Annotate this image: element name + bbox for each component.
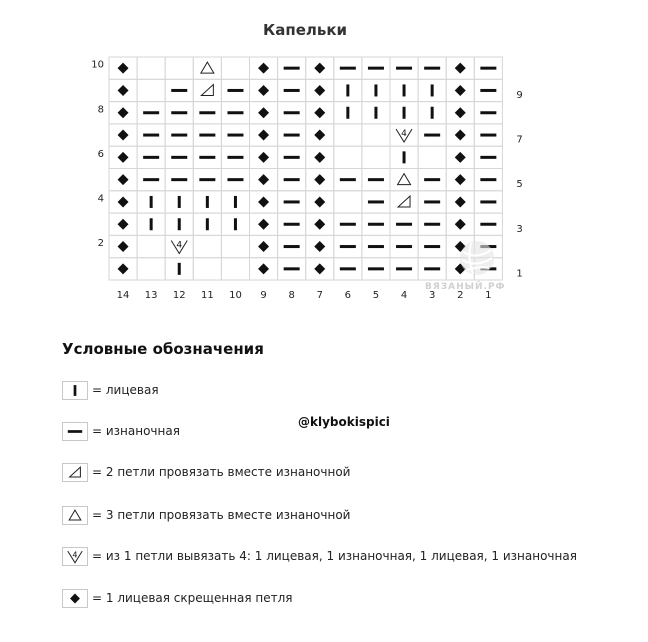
row-label-left: 2: [97, 238, 104, 250]
knit-symbol: [137, 191, 165, 213]
row-label-right: 1: [516, 268, 523, 280]
knit-symbol: [390, 146, 418, 168]
increase-4-symbol-icon: [63, 548, 87, 565]
purl-symbol: [193, 169, 221, 191]
purl-symbol: [278, 57, 306, 79]
legend-text: = 2 петли провязать вместе изнаночной: [92, 465, 351, 479]
column-label: 6: [344, 290, 352, 301]
empty-cell: [418, 146, 446, 168]
empty-cell: [137, 235, 165, 257]
legend-symbol-box: [62, 422, 88, 441]
twisted-knit-symbol: [250, 258, 278, 280]
purl-symbol: [165, 169, 193, 191]
knit-symbol: [165, 213, 193, 235]
p3tog-symbol: [390, 169, 418, 191]
twisted-knit-symbol: [109, 124, 137, 146]
knit-symbol: [193, 191, 221, 213]
twisted-knit-symbol: [109, 146, 137, 168]
purl-symbol: [362, 169, 390, 191]
purl-symbol: [221, 79, 249, 101]
row-label-left: 4: [97, 193, 104, 205]
legend-text: = изнаночная: [92, 424, 180, 438]
purl-symbol: [362, 57, 390, 79]
twisted-knit-symbol: [306, 146, 334, 168]
knit-symbol: [221, 191, 249, 213]
svg-text:4: 4: [401, 129, 407, 140]
empty-cell: [193, 235, 221, 257]
purl-symbol: [137, 102, 165, 124]
purl-symbol: [334, 213, 362, 235]
twisted-knit-symbol: [109, 79, 137, 101]
p2tog-symbol: [390, 191, 418, 213]
twisted-knit-symbol: [446, 102, 474, 124]
column-label: 1: [485, 290, 492, 301]
legend-text: = 3 петли провязать вместе изнаночной: [92, 508, 351, 522]
twisted-knit-symbol: [446, 79, 474, 101]
chart-title: Капельки: [262, 21, 348, 39]
twisted-knit-symbol: [109, 57, 137, 79]
twisted-knit-symbol: [109, 102, 137, 124]
purl-symbol: [278, 191, 306, 213]
knit-symbol-icon: [63, 382, 87, 399]
p3tog-symbol-icon: [63, 507, 87, 524]
knit-symbol: [418, 102, 446, 124]
purl-symbol: [418, 191, 446, 213]
row-label-left: 6: [97, 148, 104, 160]
empty-cell: [137, 57, 165, 79]
purl-symbol: [278, 102, 306, 124]
knit-symbol: [390, 102, 418, 124]
increase-4-symbol: [165, 235, 193, 257]
purl-symbol: [165, 79, 193, 101]
row-label-left: 10: [91, 59, 104, 71]
knit-symbol: [334, 102, 362, 124]
legend-item: [62, 505, 350, 525]
purl-symbol: [278, 169, 306, 191]
purl-symbol: [474, 124, 502, 146]
svg-text:4: 4: [176, 240, 183, 251]
twisted-knit-symbol: [306, 102, 334, 124]
twisted-knit-symbol: [306, 124, 334, 146]
purl-symbol: [390, 258, 418, 280]
row-label-right: 7: [516, 134, 523, 146]
empty-cell: [221, 258, 249, 280]
knit-symbol: [165, 258, 193, 280]
purl-symbol: [334, 169, 362, 191]
twisted-knit-symbol: [306, 235, 334, 257]
purl-symbol: [221, 124, 249, 146]
twisted-knit-symbol: [250, 124, 278, 146]
watermark-text: ВЯЗАНЫЙ.РФ: [425, 282, 506, 292]
twisted-knit-symbol: [306, 191, 334, 213]
purl-symbol: [278, 79, 306, 101]
purl-symbol: [474, 191, 502, 213]
purl-symbol: [474, 146, 502, 168]
twisted-knit-symbol: [446, 191, 474, 213]
purl-symbol: [193, 124, 221, 146]
column-label: 3: [428, 290, 436, 301]
twisted-knit-symbol: [446, 146, 474, 168]
purl-symbol: [474, 102, 502, 124]
purl-symbol: [390, 213, 418, 235]
purl-symbol: [362, 191, 390, 213]
purl-symbol: [418, 124, 446, 146]
legend-symbol-box: [62, 589, 88, 608]
twisted-knit-symbol: [446, 169, 474, 191]
purl-symbol: [193, 102, 221, 124]
p2tog-symbol-icon: [63, 464, 87, 481]
purl-symbol: [418, 213, 446, 235]
twisted-knit-symbol: [250, 169, 278, 191]
knit-symbol: [418, 79, 446, 101]
knitting-chart: [0, 0, 648, 310]
legend-symbol-box: [62, 547, 88, 566]
twisted-knit-symbol: [109, 258, 137, 280]
empty-cell: [137, 79, 165, 101]
column-label: 13: [144, 290, 158, 301]
p3tog-symbol: [193, 57, 221, 79]
empty-cell: [137, 258, 165, 280]
knit-symbol: [390, 79, 418, 101]
row-label-left: 8: [97, 104, 104, 116]
purl-symbol: [137, 124, 165, 146]
legend-symbol-box: [62, 506, 88, 525]
purl-symbol: [418, 258, 446, 280]
row-label-right: 3: [516, 223, 523, 235]
empty-cell: [334, 191, 362, 213]
empty-cell: [165, 57, 193, 79]
knit-symbol: [362, 79, 390, 101]
twisted-knit-symbol: [306, 213, 334, 235]
purl-symbol: [334, 235, 362, 257]
column-label: 10: [229, 290, 242, 301]
column-label: 2: [457, 290, 464, 301]
yarn-ball-watermark-icon: [457, 238, 497, 278]
empty-cell: [362, 146, 390, 168]
twisted-knit-symbol-icon: [63, 590, 87, 607]
knit-symbol: [362, 102, 390, 124]
purl-symbol: [362, 235, 390, 257]
column-label: 5: [372, 290, 380, 301]
purl-symbol: [334, 57, 362, 79]
author-handle: @klybokispici: [298, 415, 390, 429]
twisted-knit-symbol: [250, 191, 278, 213]
twisted-knit-symbol: [109, 235, 137, 257]
twisted-knit-symbol: [446, 213, 474, 235]
purl-symbol: [278, 235, 306, 257]
purl-symbol: [418, 169, 446, 191]
purl-symbol: [278, 213, 306, 235]
knit-symbol: [165, 191, 193, 213]
empty-cell: [334, 124, 362, 146]
knit-symbol: [334, 79, 362, 101]
purl-symbol: [334, 258, 362, 280]
purl-symbol: [362, 213, 390, 235]
purl-symbol: [165, 102, 193, 124]
svg-text:4: 4: [72, 548, 78, 559]
twisted-knit-symbol: [109, 169, 137, 191]
purl-symbol: [165, 124, 193, 146]
column-label: 7: [316, 290, 323, 301]
purl-symbol: [165, 146, 193, 168]
twisted-knit-symbol: [250, 79, 278, 101]
column-label: 8: [288, 290, 295, 301]
purl-symbol: [362, 258, 390, 280]
increase-4-symbol: [390, 124, 418, 146]
purl-symbol: [474, 79, 502, 101]
purl-symbol: [474, 57, 502, 79]
knit-symbol: [137, 213, 165, 235]
legend-title: Условные обозначения: [62, 340, 264, 358]
twisted-knit-symbol: [250, 102, 278, 124]
legend-symbol-box: [62, 381, 88, 400]
twisted-knit-symbol: [250, 235, 278, 257]
column-label: 12: [172, 290, 186, 301]
purl-symbol: [418, 57, 446, 79]
purl-symbol: [278, 146, 306, 168]
twisted-knit-symbol: [250, 57, 278, 79]
p2tog-symbol: [193, 79, 221, 101]
legend-item: [62, 588, 293, 608]
chart-cells: [109, 57, 502, 280]
purl-symbol-icon: [63, 423, 87, 440]
row-label-right: 9: [516, 89, 523, 101]
purl-symbol: [221, 146, 249, 168]
purl-symbol: [137, 146, 165, 168]
purl-symbol: [193, 146, 221, 168]
purl-symbol: [474, 169, 502, 191]
empty-cell: [362, 124, 390, 146]
legend-text: = 1 лицевая скрещенная петля: [92, 591, 293, 605]
twisted-knit-symbol: [446, 57, 474, 79]
twisted-knit-symbol: [306, 79, 334, 101]
legend-item: [62, 462, 350, 482]
legend-item: [62, 421, 180, 441]
twisted-knit-symbol: [250, 146, 278, 168]
legend-text: = из 1 петли вывязать 4: 1 лицевая, 1 изнаночная, 1 лицевая, 1 изнаночная: [92, 549, 577, 563]
purl-symbol: [474, 213, 502, 235]
legend-text: = лицевая: [92, 383, 159, 397]
knit-symbol: [193, 213, 221, 235]
purl-symbol: [221, 102, 249, 124]
twisted-knit-symbol: [109, 213, 137, 235]
purl-symbol: [418, 235, 446, 257]
empty-cell: [221, 57, 249, 79]
twisted-knit-symbol: [306, 258, 334, 280]
legend-symbol-box: [62, 463, 88, 482]
row-label-right: 5: [516, 179, 523, 191]
column-label: 4: [400, 290, 408, 301]
twisted-knit-symbol: [109, 191, 137, 213]
purl-symbol: [221, 169, 249, 191]
legend-item: [62, 546, 577, 566]
twisted-knit-symbol: [250, 213, 278, 235]
column-label: 9: [260, 290, 267, 301]
empty-cell: [221, 235, 249, 257]
purl-symbol: [137, 169, 165, 191]
twisted-knit-symbol: [306, 57, 334, 79]
empty-cell: [334, 146, 362, 168]
column-label: 14: [116, 290, 130, 301]
purl-symbol: [390, 235, 418, 257]
purl-symbol: [390, 57, 418, 79]
twisted-knit-symbol: [446, 124, 474, 146]
legend-item: [62, 380, 159, 400]
purl-symbol: [278, 124, 306, 146]
twisted-knit-symbol: [306, 169, 334, 191]
empty-cell: [193, 258, 221, 280]
column-label: 11: [200, 290, 214, 301]
knit-symbol: [221, 213, 249, 235]
purl-symbol: [278, 258, 306, 280]
